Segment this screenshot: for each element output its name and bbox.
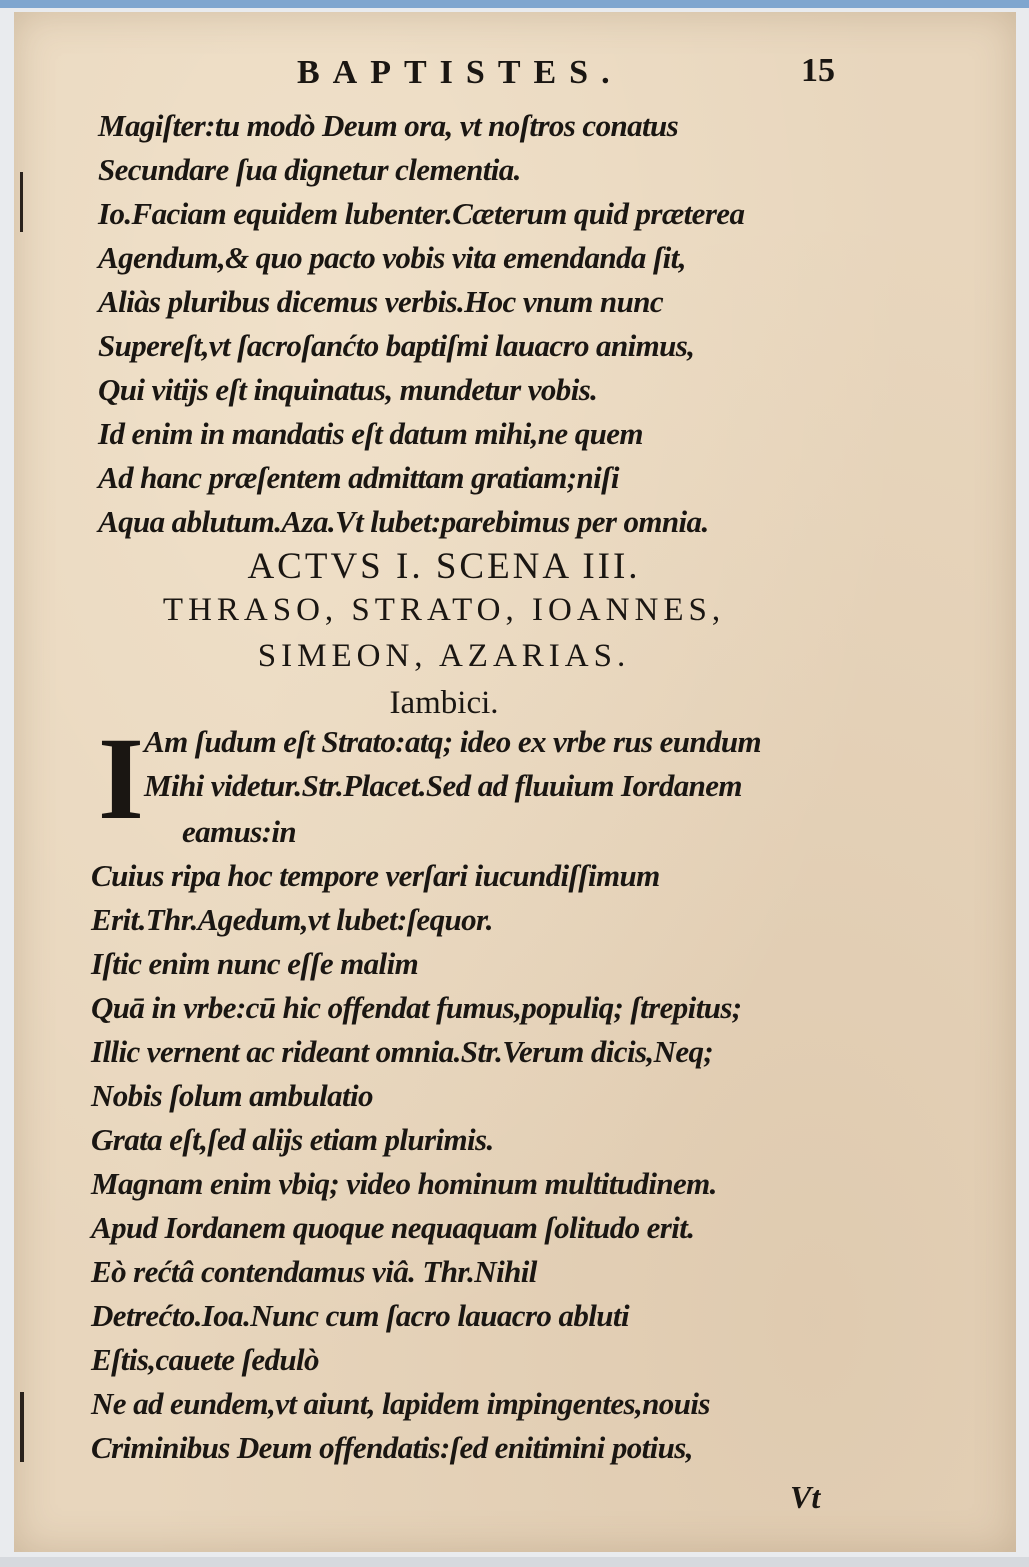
verse-line: Id enim in mandatis eſt datum mihi,ne quem <box>98 416 643 451</box>
verse-line: Quā in vrbe:cū hic offendat fumus,populiq; ſtrepitus; <box>91 990 742 1025</box>
verse-line: Secundare ſua dignetur clementia. <box>98 152 521 187</box>
meter-label: Iambici. <box>389 685 499 721</box>
dramatis-personae-line: THRASO, STRATO, IOANNES, <box>162 592 726 628</box>
verse-line: Erit.Thr.Agedum,vt lubet:ſequor. <box>91 902 493 937</box>
verse-line: Supereſt,vt ſacroſanćto baptiſmi lauacro animus, <box>98 328 695 363</box>
verse-line: Apud Iordanem quoque nequaquam ſolitudo erit. <box>91 1210 695 1245</box>
scene-heading: ACTVS I. SCENA III. <box>247 546 641 587</box>
dramatis-personae-line: SIMEON, AZARIAS. <box>257 638 631 674</box>
verse-line: Io.Faciam equidem lubenter.Cæterum quid præterea <box>98 196 745 231</box>
verse-line: Am ſudum eſt Strato:atq; ideo ex vrbe rus eundum <box>144 724 762 759</box>
verse-line: eamus:in <box>182 814 297 849</box>
verse-line: Illic vernent ac rideant omnia.Str.Verum dicis,Neq; <box>91 1034 714 1069</box>
verse-line: Mihi videtur.Str.Placet.Sed ad fluuium Iordanem <box>144 768 742 803</box>
verse-line: Ne ad eundem,vt aiunt, lapidem impingentes,nouis <box>91 1386 710 1421</box>
verse-line: Agendum,& quo pacto vobis vita emendanda ſit, <box>98 240 686 275</box>
viewer-bottom-bar <box>0 1557 1029 1567</box>
verse-line: Grata eſt,ſed alijs etiam plurimis. <box>91 1122 494 1157</box>
verse-line: Nobis ſolum ambulatio <box>91 1078 373 1113</box>
verse-line: Aqua ablutum.Aza.Vt lubet:parebimus per omnia. <box>98 504 709 539</box>
verse-line: Criminibus Deum offendatis:ſed enitimini potius, <box>91 1430 693 1465</box>
verse-line: Ad hanc præſentem admittam gratiam;niſi <box>98 460 619 495</box>
verse-line: Eſtis,cauete ſedulò <box>91 1342 319 1377</box>
verse-line: Eò rećtâ contendamus viâ. Thr.Nihil <box>91 1254 537 1289</box>
verse-line: Cuius ripa hoc tempore verſari iucundiſſimum <box>91 858 660 893</box>
verse-line: Qui vitijs eſt inquinatus, mundetur vobis. <box>98 372 598 407</box>
book-page <box>14 12 1016 1552</box>
margin-stain <box>20 172 23 232</box>
catchword: Vt <box>790 1479 821 1515</box>
margin-stain <box>20 1392 24 1462</box>
drop-cap: I <box>98 713 144 844</box>
running-title: BAPTISTES. <box>297 54 623 91</box>
verse-line: Detrećto.Ioa.Nunc cum ſacro lauacro abluti <box>91 1298 629 1333</box>
viewer-top-bar <box>0 0 1029 8</box>
verse-line: Iſtic enim nunc eſſe malim <box>91 946 419 981</box>
verse-line: Magnam enim vbiq; video hominum multitudinem. <box>91 1166 717 1201</box>
page-number: 15 <box>801 52 835 89</box>
verse-line: Magiſter:tu modò Deum ora, vt noſtros conatus <box>98 108 679 143</box>
verse-line: Aliàs pluribus dicemus verbis.Hoc vnum nunc <box>98 284 664 319</box>
